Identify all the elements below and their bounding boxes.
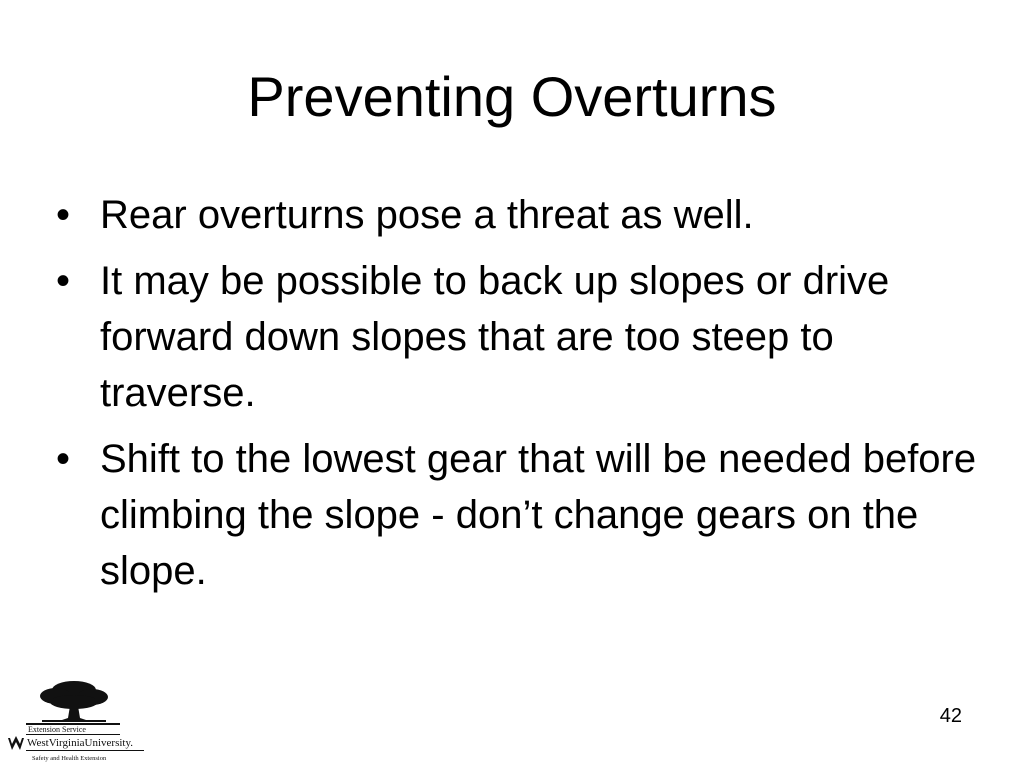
bullet-glyph: • xyxy=(56,437,71,481)
tree-icon xyxy=(40,681,108,722)
slide-title: Preventing Overturns xyxy=(247,65,777,128)
bullet-glyph: • xyxy=(56,193,71,237)
bullet-item xyxy=(56,431,986,599)
wvu-extension-logo xyxy=(4,676,154,764)
logo-graphic xyxy=(4,676,154,764)
bullet-item xyxy=(56,253,986,421)
logo-line1: Extension Service xyxy=(28,725,86,734)
bullet-item xyxy=(56,187,986,243)
bullet-glyph: • xyxy=(56,259,71,303)
bullet-text: Shift to the lowest gear that will be needed before climbing the slope - don’t change gears on the slope. xyxy=(100,437,977,593)
logo-line3: Safety and Health Extension xyxy=(32,755,107,762)
logo-line2: WestVirginiaUniversity. xyxy=(27,737,133,749)
bullet-text: It may be possible to back up slopes or drive forward down slopes that are too steep to traverse. xyxy=(100,259,890,415)
bullet-text: Rear overturns pose a threat as well. xyxy=(100,193,754,237)
bullet-list xyxy=(56,187,986,609)
page-number: 42 xyxy=(939,705,962,727)
wv-mark-icon xyxy=(8,736,24,750)
